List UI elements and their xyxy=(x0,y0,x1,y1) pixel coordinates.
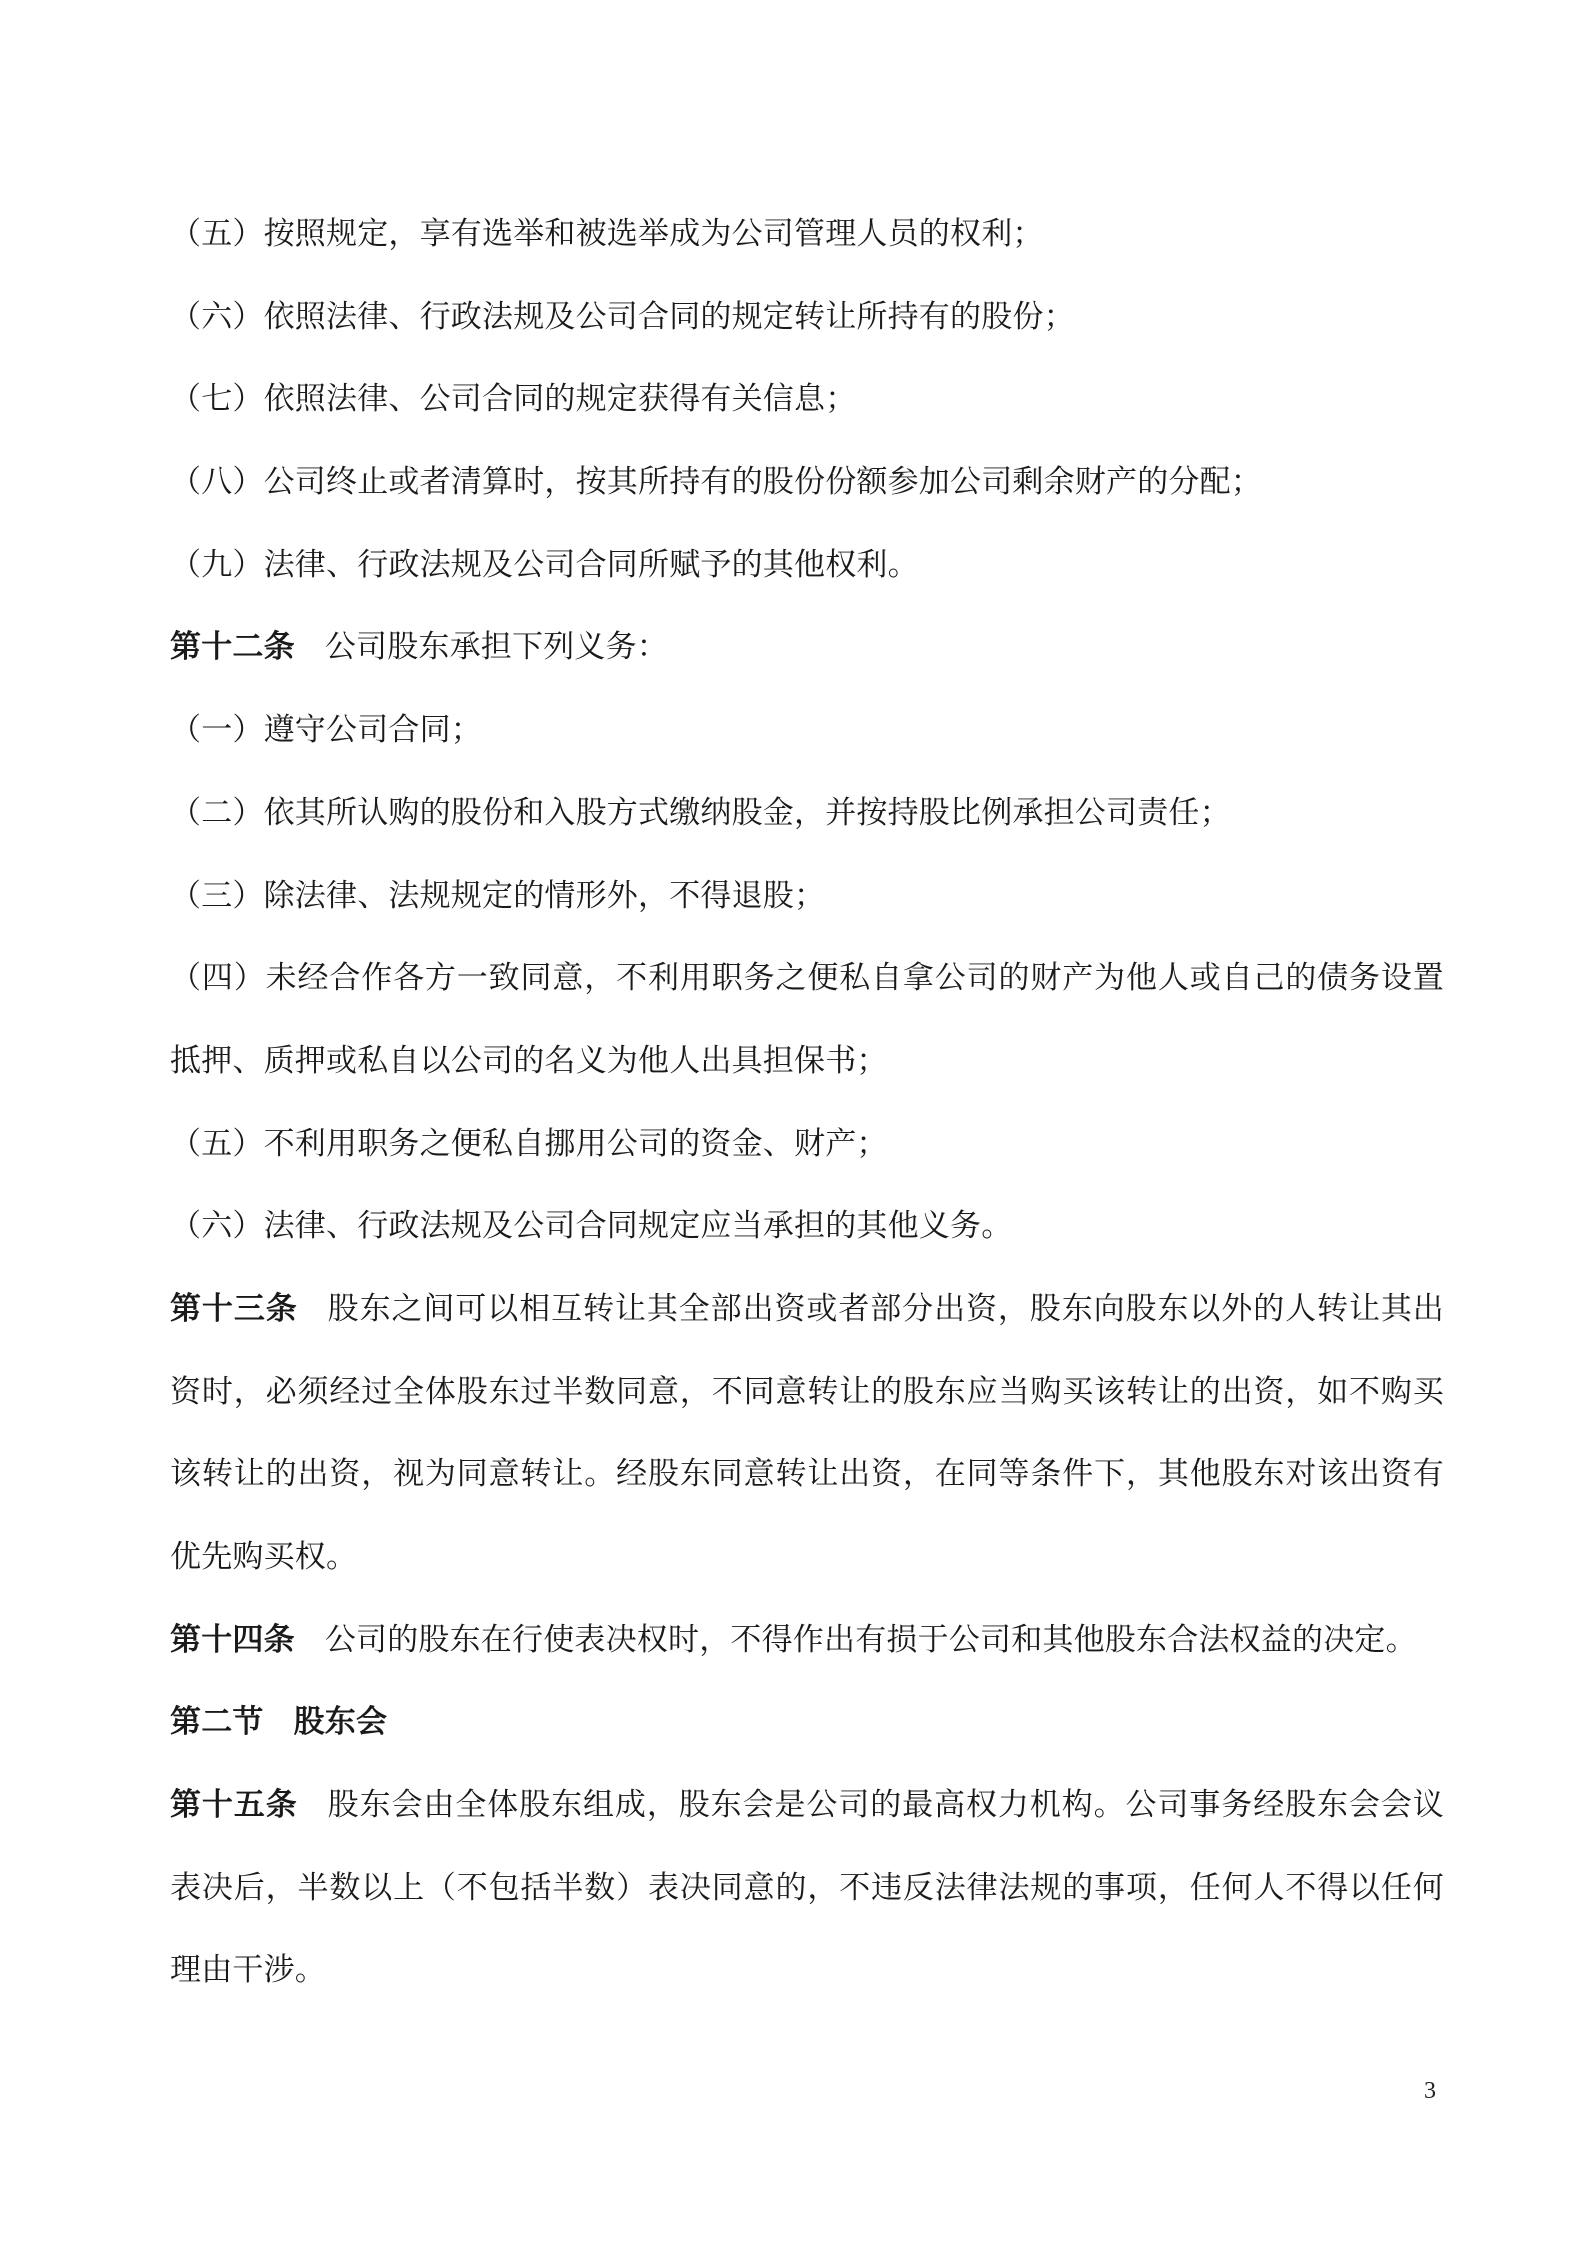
article-15 xyxy=(170,1764,1444,1847)
list-item-continuation: 抵押、质押或私自以公司的名义为他人出具担保书； xyxy=(170,1042,888,1079)
list-item: （六）法律、行政法规及公司合同规定应当承担的其他义务。 xyxy=(170,1208,1013,1245)
article-12 xyxy=(170,606,1444,689)
list-item: （一）遵守公司合同； xyxy=(170,712,482,749)
section-heading xyxy=(170,1681,1444,1764)
page-number: 3 xyxy=(1424,2078,1436,2104)
article-number: 第十四条 xyxy=(170,1621,295,1658)
section-title: 股东会 xyxy=(293,1704,388,1741)
article-number: 第十二条 xyxy=(170,629,295,666)
list-item: （九）法律、行政法规及公司合同所赋予的其他权利。 xyxy=(170,546,919,583)
list-item: （六）依照法律、行政法规及公司合同的规定转让所持有的股份； xyxy=(170,298,1075,335)
section-number: 第二节 xyxy=(170,1704,264,1741)
article-15-continuation: 表决后，半数以上（不包括半数）表决同意的，不违反法律法规的事项，任何人不得以任何 xyxy=(170,1869,1444,1906)
document-body xyxy=(170,193,1444,2012)
article-text: 股东之间可以相互转让其全部出资或者部分出资，股东向股东以外的人转让其出 xyxy=(327,1290,1444,1327)
article-number: 第十五条 xyxy=(170,1787,298,1824)
article-14 xyxy=(170,1599,1444,1682)
list-item: （五）不利用职务之便私自挪用公司的资金、财产； xyxy=(170,1125,888,1162)
article-text: 公司的股东在行使表决权时，不得作出有损于公司和其他股东合法权益的决定。 xyxy=(324,1621,1417,1658)
list-item: （三）除法律、法规规定的情形外，不得退股； xyxy=(170,877,826,914)
article-13-continuation: 优先购买权。 xyxy=(170,1539,358,1575)
article-number: 第十三条 xyxy=(170,1290,298,1327)
list-item: （二）依其所认购的股份和入股方式缴纳股金，并按持股比例承担公司责任； xyxy=(170,794,1231,831)
article-13 xyxy=(170,1268,1444,1351)
list-item: （四）未经合作各方一致同意，不利用职务之便私自拿公司的财产为他人或自己的债务设置 xyxy=(170,960,1444,997)
article-15-continuation: 理由干涉。 xyxy=(170,1952,326,1989)
article-text: 公司股东承担下列义务： xyxy=(324,629,669,666)
list-item: （八）公司终止或者清算时，按其所持有的股份份额参加公司剩余财产的分配； xyxy=(170,464,1262,501)
article-text: 股东会由全体股东组成，股东会是公司的最高权力机构。公司事务经股东会会议 xyxy=(327,1787,1444,1824)
article-13-continuation: 资时，必须经过全体股东过半数同意，不同意转让的股东应当购买该转让的出资，如不购买 xyxy=(170,1373,1444,1410)
list-item: （七）依照法律、公司合同的规定获得有关信息； xyxy=(170,381,857,418)
list-item: （五）按照规定，享有选举和被选举成为公司管理人员的权利； xyxy=(170,216,1044,252)
article-13-continuation: 该转让的出资，视为同意转让。经股东同意转让出资，在同等条件下，其他股东对该出资有 xyxy=(170,1456,1444,1493)
